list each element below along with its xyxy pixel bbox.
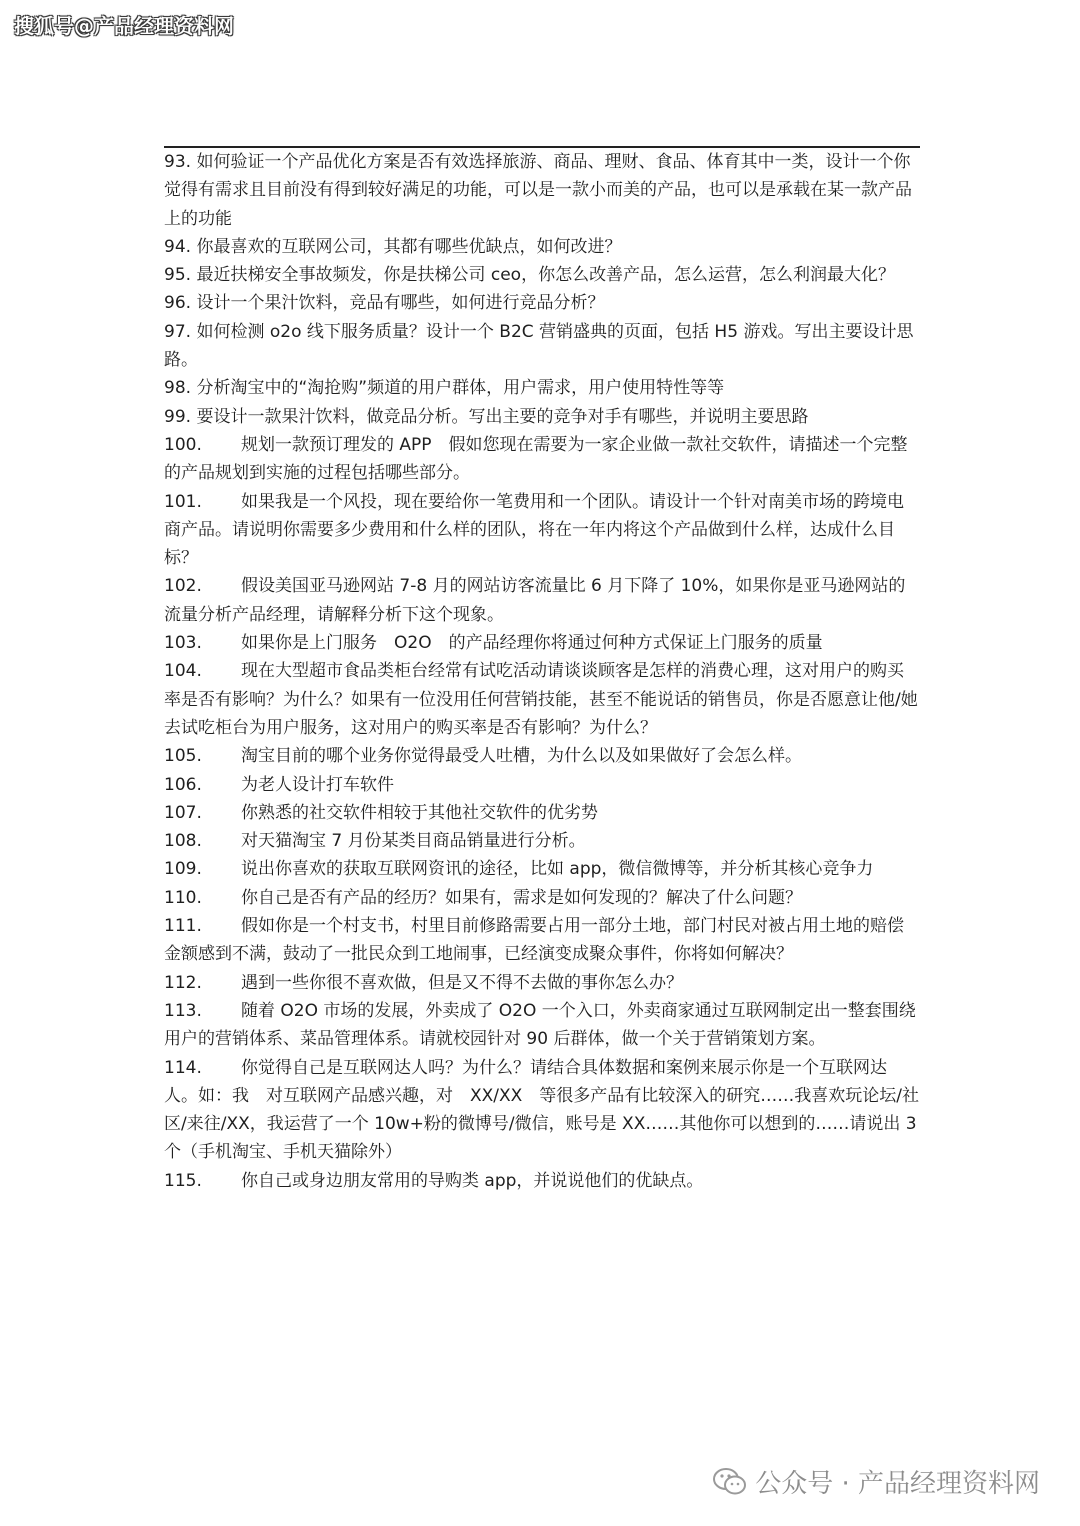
question-text: 说出你喜欢的获取互联网资讯的途径，比如 app，微信微博等，并分析其核心竞争力 xyxy=(241,859,874,880)
question-number: 109. xyxy=(164,859,202,880)
question-text: 你自己或身边朋友常用的导购类 app，并说说他们的优缺点。 xyxy=(241,1170,704,1191)
footer-watermark xyxy=(713,1463,1040,1500)
wechat-icon xyxy=(713,1467,747,1497)
question-item xyxy=(164,657,920,742)
question-item xyxy=(164,289,920,317)
question-text: 规划一款预订理发的 APP 假如您现在需要为一家企业做一款社交软件，请描述一个完整的产品规划到实施的过程包括哪些部分。 xyxy=(164,434,908,484)
question-item xyxy=(164,1054,920,1167)
question-text: 遇到一些你很不喜欢做，但是又不得不去做的事你怎么办？ xyxy=(241,972,683,993)
question-item xyxy=(164,1167,920,1195)
question-text: 假设美国亚马逊网站 7-8 月的网站访客流量比 6 月下降了 10%，如果你是亚马逊网站的流量分析产品经理，请解释分析下这个现象。 xyxy=(164,576,906,625)
question-text: 淘宝目前的哪个业务你觉得最受人吐槽，为什么以及如果做好了会怎么样。 xyxy=(241,746,802,767)
question-item xyxy=(164,488,920,573)
question-text: 如果你是上门服务 O2O 的产品经理你将通过何种方式保证上门服务的质量 xyxy=(241,633,823,654)
question-number: 100. xyxy=(164,434,202,455)
question-item xyxy=(164,572,920,629)
question-text: 现在大型超市食品类柜台经常有试吃活动请谈谈顾客是怎样的消费心理，这对用户的购买率是否有影响？为什么？如果有一位没用任何营销技能，甚至不能说话的销售员，你是否愿意让他/她去试吃柜台为用户服务，这对用户的购买率是否有影响？为什么？ xyxy=(164,661,918,738)
question-item xyxy=(164,771,920,799)
question-item xyxy=(164,997,920,1054)
question-item xyxy=(164,403,920,431)
question-item xyxy=(164,233,920,261)
question-text: 为老人设计打车软件 xyxy=(241,774,394,795)
question-text: 你自己是否有产品的经历？如果有，需求是如何发现的？解决了什么问题？ xyxy=(241,887,802,908)
question-text: 你最喜欢的互联网公司，其都有哪些优缺点，如何改进？ xyxy=(196,236,622,257)
question-number: 114. xyxy=(164,1057,202,1078)
question-item xyxy=(164,799,920,827)
question-number: 101. xyxy=(164,491,202,512)
question-text: 如果我是一个风投，现在要给你一笔费用和一个团队。请设计一个针对南美市场的跨境电商产品。请说明你需要多少费用和什么样的团队，将在一年内将这个产品做到什么样，达成什么目标？ xyxy=(164,491,904,569)
question-number: 110. xyxy=(164,887,202,908)
question-text: 分析淘宝中的“淘抢购”频道的用户群体，用户需求，用户使用特性等等 xyxy=(196,378,725,399)
question-text: 你熟悉的社交软件相较于其他社交软件的优劣势 xyxy=(241,802,598,823)
question-item xyxy=(164,827,920,855)
question-item xyxy=(164,969,920,997)
question-number: 102. xyxy=(164,576,202,597)
question-number: 115. xyxy=(164,1170,202,1191)
question-number: 103. xyxy=(164,633,202,654)
question-item xyxy=(164,431,920,488)
question-number: 107. xyxy=(164,802,202,823)
question-item xyxy=(164,261,920,289)
watermark-top: 搜狐号@产品经理资料网 xyxy=(14,14,234,38)
question-text: 如何检测 o2o 线下服务质量？设计一个 B2C 营销盛典的页面，包括 H5 游戏。写出主要设计思路。 xyxy=(164,321,914,371)
question-item xyxy=(164,148,920,233)
question-item xyxy=(164,742,920,770)
question-item xyxy=(164,855,920,883)
question-number: 96. xyxy=(164,293,192,314)
question-number: 104. xyxy=(164,661,202,682)
question-number: 113. xyxy=(164,1000,202,1021)
question-text: 随着 O2O 市场的发展，外卖成了 O2O 一个入口，外卖商家通过互联网制定出一整套围绕用户的营销体系、菜品管理体系。请就校园针对 90 后群体，做一个关于营销策划方案。 xyxy=(164,1000,916,1050)
question-item xyxy=(164,374,920,402)
question-number: 95. xyxy=(164,265,192,286)
question-text: 最近扶梯安全事故频发，你是扶梯公司 ceo，你怎么改善产品，怎么运营，怎么利润最大化？ xyxy=(196,265,896,286)
question-text: 如何验证一个产品优化方案是否有效选择旅游、商品、理财、食品、体育其中一类，设计一个你觉得有需求且目前没有得到较好满足的功能，可以是一款小而美的产品，也可以是承载在某一款产品上的功能 xyxy=(164,152,912,229)
question-number: 108. xyxy=(164,831,202,852)
question-number: 106. xyxy=(164,774,202,795)
question-number: 105. xyxy=(164,746,202,767)
question-text: 要设计一款果汁饮料，做竞品分析。写出主要的竞争对手有哪些，并说明主要思路 xyxy=(196,406,809,427)
question-list xyxy=(164,148,920,1195)
question-number: 111. xyxy=(164,916,202,937)
question-item xyxy=(164,629,920,657)
question-number: 112. xyxy=(164,972,202,993)
question-number: 93. xyxy=(164,152,192,172)
footer-watermark-text: 公众号 · 产品经理资料网 xyxy=(755,1469,1040,1499)
question-number: 97. xyxy=(164,321,192,342)
question-text: 假如你是一个村支书，村里目前修路需要占用一部分土地，部门村民对被占用土地的赔偿金额感到不满，鼓动了一批民众到工地闹事，已经演变成聚众事件，你将如何解决？ xyxy=(164,916,904,965)
question-number: 94. xyxy=(164,236,192,257)
question-text: 你觉得自己是互联网达人吗？为什么？请结合具体数据和案例来展示你是一个互联网达人。如：我 对互联网产品感兴趣，对 XX/XX 等很多产品有比较深入的研究……我喜欢玩论坛/社区/来往/XX，我运营了一个 10w+粉的微博号/微信，账号是 XX……其他你可以想到的……请说出 3 个（手机淘宝、手机天猫除外） xyxy=(164,1057,920,1163)
question-item xyxy=(164,884,920,912)
question-number: 98. xyxy=(164,378,192,399)
question-text: 对天猫淘宝 7 月份某类目商品销量进行分析。 xyxy=(241,831,586,852)
question-text: 设计一个果汁饮料，竞品有哪些，如何进行竞品分析？ xyxy=(196,293,605,314)
question-item xyxy=(164,912,920,969)
question-number: 99. xyxy=(164,406,192,427)
question-item xyxy=(164,318,920,375)
